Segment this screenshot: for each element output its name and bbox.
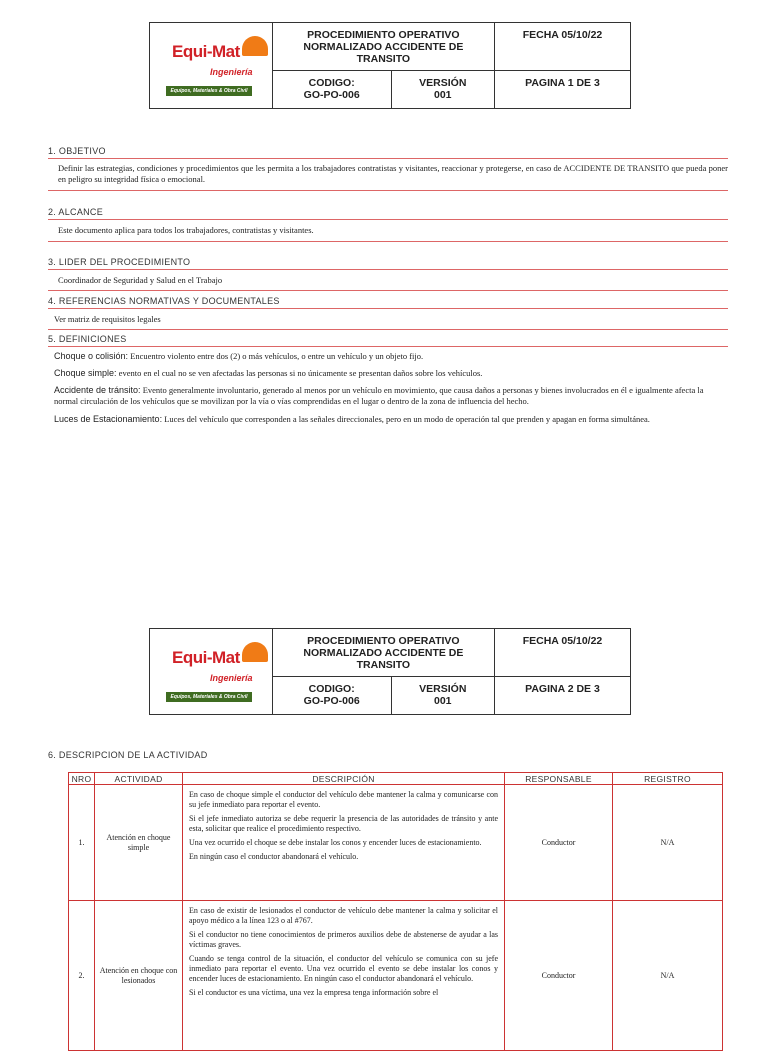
row-number: 1. — [69, 785, 95, 901]
definition-item: Choque simple: evento en el cual no se ven afectadas las personas si no únicamente se presentan daños sobre los vehículos. — [54, 368, 483, 378]
section-divider — [48, 241, 728, 242]
logo-tagline: Equipos, Materiales & Obra Civil — [166, 86, 252, 96]
table-row — [69, 901, 723, 1051]
definition-item: Choque o colisión: Encuentro violento entre dos (2) o más vehículos, o entre un vehículo y un objeto fijo. — [54, 351, 424, 361]
document-code: CODIGO: GO-PO-006 — [272, 677, 391, 715]
row-record: N/A — [613, 785, 723, 901]
section-lider-text: Coordinador de Seguridad y Salud en el Trabajo — [58, 275, 223, 285]
definition-item: Luces de Estacionamiento: Luces del vehículo que corresponden a las señales direccionales, pero en un modo de operación tal que prenden y apagan en forma simultánea. — [54, 414, 650, 424]
row-responsible: Conductor — [505, 785, 613, 901]
section-objetivo-text: Definir las estrategias, condiciones y procedimientos que les permita a los trabajadores contratistas y visitantes, reaccionar y protegerse, en caso de ACCIDENTE DE TRANSITO que pueda poner en peligro su integridad física o emocional. — [58, 163, 728, 184]
document-title: PROCEDIMIENTO OPERATIVO NORMALIZADO ACCIDENTE DE TRANSITO — [272, 23, 494, 71]
document-header-page-1 — [149, 22, 631, 109]
table-header-row — [69, 773, 723, 785]
document-title: PROCEDIMIENTO OPERATIVO NORMALIZADO ACCIDENTE DE TRANSITO — [272, 629, 494, 677]
section-alcance-text: Este documento aplica para todos los trabajadores, contratistas y visitantes. — [58, 225, 314, 235]
row-description: En caso de choque simple el conductor del vehículo debe mantener la calma y comunicarse con su jefe inmediato para reportar el evento. Si el jefe inmediato autoriza se debe requerir la presencia de las autoridades de tránsito y ante esta, solicitar que realice el procedimiento respectivo. Una vez ocurrido el choque se debe instalar los conos y encender luces de estacionamiento. En ningún caso el conductor abandonará el vehículo. — [183, 785, 505, 901]
column-header: NRO — [69, 773, 95, 785]
helmet-icon — [242, 36, 268, 56]
definition-item: Accidente de tránsito: Evento generalmente involuntario, generado al menos por un vehículo en movimiento, que causa daños a personas y bienes involucrados en él e igualmente afecta la normal circulación de los vehículos que se movilizan por la vía o vías comprendidas en el lugar o dentro de la zona de influencia del hecho. — [54, 385, 704, 406]
logo-brand: Equi-Mat — [172, 647, 240, 667]
company-logo — [150, 23, 273, 109]
document-date: FECHA 05/10/22 — [494, 23, 630, 71]
logo-subtitle: Ingeniería — [210, 672, 253, 683]
section-divider — [48, 290, 728, 291]
document-version: VERSIÓN 001 — [391, 677, 494, 715]
document-date: FECHA 05/10/22 — [494, 629, 630, 677]
section-divider — [48, 308, 728, 309]
section-divider — [48, 269, 728, 270]
logo-brand: Equi-Mat — [172, 41, 240, 61]
company-logo — [150, 629, 273, 715]
row-activity: Atención en choque simple — [95, 785, 183, 901]
table-row — [69, 785, 723, 901]
section-alcance-title: 2. ALCANCE — [48, 207, 104, 217]
row-responsible: Conductor — [505, 901, 613, 1051]
section-divider — [48, 346, 728, 347]
page-indicator: PAGINA 2 DE 3 — [494, 677, 630, 715]
section-definiciones-title: 5. DEFINICIONES — [48, 334, 127, 344]
section-referencias-text: Ver matriz de requisitos legales — [54, 314, 161, 324]
row-description: En caso de existir de lesionados el conductor de vehículo debe mantener la calma y solicitar el apoyo médico a la línea 123 o al #767. Si el conductor no tiene conocimientos de primeros auxilios debe de abstenerse de ayudar a las víctimas graves. Cuando se tenga control de la situación, el conductor del vehículo se comunica con su jefe inmediato para reportar el evento. Una vez ocurrido el evento se debe instalar los conos y encender luces de estacionamiento. En ningún caso el conductor abandonará el vehículo. Si el conductor es una víctima, una vez la empresa tenga información sobre el — [183, 901, 505, 1051]
section-divider — [48, 329, 728, 330]
document-code: CODIGO: GO-PO-006 — [272, 71, 391, 109]
section-descripcion-title: 6. DESCRIPCION DE LA ACTIVIDAD — [48, 750, 208, 760]
document-version: VERSIÓN 001 — [391, 71, 494, 109]
column-header: ACTIVIDAD — [95, 773, 183, 785]
section-objetivo-title: 1. OBJETIVO — [48, 146, 106, 156]
section-divider — [48, 190, 728, 191]
logo-subtitle: Ingeniería — [210, 66, 253, 77]
column-header: DESCRIPCIÓN — [183, 773, 505, 785]
document-header-page-2 — [149, 628, 631, 715]
row-record: N/A — [613, 901, 723, 1051]
section-divider — [48, 219, 728, 220]
row-activity: Atención en choque con lesionados — [95, 901, 183, 1051]
row-number: 2. — [69, 901, 95, 1051]
activity-table — [68, 772, 723, 1051]
page-indicator: PAGINA 1 DE 3 — [494, 71, 630, 109]
column-header: REGISTRO — [613, 773, 723, 785]
column-header: RESPONSABLE — [505, 773, 613, 785]
logo-tagline: Equipos, Materiales & Obra Civil — [166, 692, 252, 702]
section-referencias-title: 4. REFERENCIAS NORMATIVAS Y DOCUMENTALES — [48, 296, 280, 306]
section-divider — [48, 158, 728, 159]
helmet-icon — [242, 642, 268, 662]
section-lider-title: 3. LIDER DEL PROCEDIMIENTO — [48, 257, 191, 267]
